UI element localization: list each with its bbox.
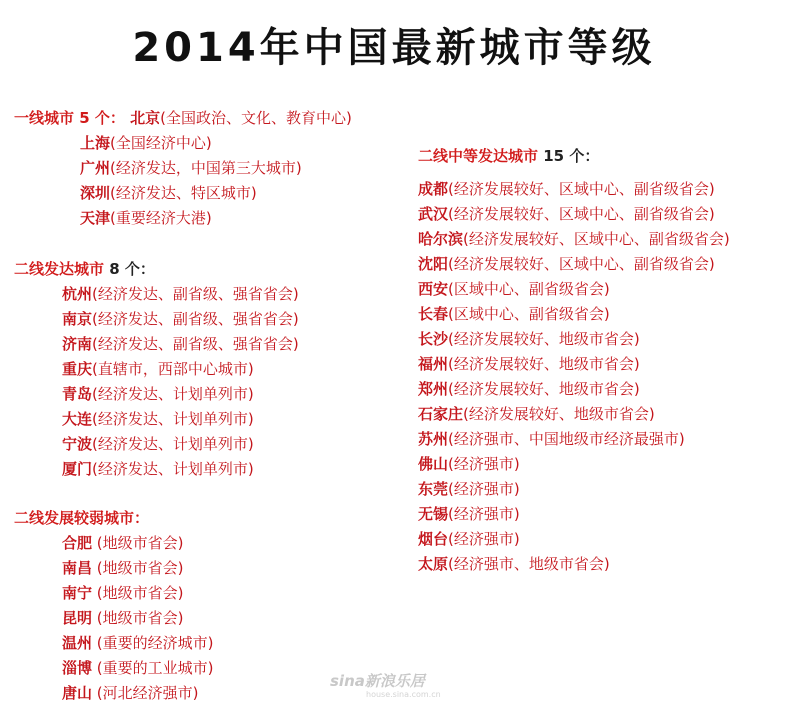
list-item — [14, 531, 404, 556]
city-name: 石家庄 — [418, 405, 464, 423]
city-note: (经济发展较好、区域中心、副省级省会) — [448, 180, 715, 198]
city-note: (重要的工业城市) — [92, 659, 214, 677]
city-note: (地级市省会) — [92, 609, 184, 627]
list-item — [418, 352, 778, 377]
list-item — [14, 282, 404, 307]
city-note: (经济发展较好、地级市省会) — [448, 355, 640, 373]
city-note: (经济发达、特区城市) — [110, 184, 257, 202]
city-name: 沈阳 — [418, 255, 449, 273]
city-note: (经济发展较好、地级市省会) — [448, 380, 640, 398]
city-note: (经济发展较好、地级市省会) — [448, 330, 640, 348]
city-note: (经济强市) — [448, 530, 520, 548]
list-item — [418, 177, 778, 202]
city-note: (直辖市，西部中心城市) — [92, 360, 254, 378]
city-name: 杭州 — [62, 285, 93, 303]
list-item — [14, 556, 404, 581]
city-note: (重要经济大港) — [110, 209, 212, 227]
city-note: (经济强市) — [448, 505, 520, 523]
city-name: 宁波 — [62, 435, 93, 453]
list-item — [418, 227, 778, 252]
city-name: 厦门 — [62, 460, 93, 478]
tier2-medium-heading — [418, 144, 778, 169]
left-column — [14, 106, 404, 706]
city-name: 淄博 — [62, 659, 93, 677]
city-name: 南京 — [62, 310, 93, 328]
tier2-developed-heading — [14, 257, 404, 282]
tier2-medium-count: 15 个： — [543, 147, 600, 165]
city-name: 东莞 — [418, 480, 449, 498]
list-item — [418, 377, 778, 402]
city-note: (经济发展较好、区域中心、副省级省会) — [448, 255, 715, 273]
city-name: 唐山 — [62, 684, 93, 702]
city-name: 青岛 — [62, 385, 93, 403]
list-item — [14, 407, 404, 432]
city-name: 无锡 — [418, 505, 449, 523]
city-note: (地级市省会) — [92, 584, 184, 602]
list-item — [14, 432, 404, 457]
city-name: 大连 — [62, 410, 93, 428]
city-name: 南昌 — [62, 559, 93, 577]
city-note: (经济强市、中国地级市经济最强市) — [448, 430, 685, 448]
list-item — [14, 457, 404, 482]
city-name: 温州 — [62, 634, 93, 652]
tier2-developed-group — [14, 257, 404, 482]
city-name: 长沙 — [418, 330, 449, 348]
list-item — [418, 202, 778, 227]
city-name: 成都 — [418, 180, 449, 198]
city-note: (经济发达、计划单列市) — [92, 410, 254, 428]
tier2-weak-heading: 二线发展较弱城市： — [14, 509, 150, 527]
list-item — [14, 181, 404, 206]
list-item — [14, 606, 404, 631]
city-note: (经济发展较好、区域中心、副省级省会) — [448, 205, 715, 223]
city-note: (区域中心、副省级省会) — [448, 280, 610, 298]
tier2-developed-count: 8 个： — [109, 260, 155, 278]
city-note: (经济发达、副省级、强省省会) — [92, 310, 299, 328]
tier1-heading-row — [14, 106, 404, 131]
city-note: (经济发达、副省级、强省省会) — [92, 335, 299, 353]
city-name: 合肥 — [62, 534, 93, 552]
city-name: 上海 — [80, 134, 111, 152]
city-name: 济南 — [62, 335, 93, 353]
list-item — [418, 252, 778, 277]
tier1-group — [14, 106, 404, 231]
city-note: (河北经济强市) — [92, 684, 199, 702]
city-note: (经济发展较好、地级市省会) — [463, 405, 655, 423]
list-item — [14, 156, 404, 181]
city-name: 苏州 — [418, 430, 449, 448]
city-note: (区域中心、副省级省会) — [448, 305, 610, 323]
list-item — [418, 452, 778, 477]
list-item — [418, 277, 778, 302]
tier2-medium-label: 二线中等发达城市 — [418, 147, 539, 165]
list-item — [418, 527, 778, 552]
list-item — [418, 477, 778, 502]
tier1-label: 一线城市 — [14, 109, 75, 127]
tier1-count: 5 个： — [79, 109, 125, 127]
list-item — [14, 332, 404, 357]
city-note: (经济发达，中国第三大城市) — [110, 159, 302, 177]
page-title: 2014年中国最新城市等级 — [132, 25, 656, 71]
city-name: 太原 — [418, 555, 449, 573]
city-name: 烟台 — [418, 530, 449, 548]
city-name: 深圳 — [80, 184, 111, 202]
city-name: 福州 — [418, 355, 449, 373]
list-item — [14, 382, 404, 407]
list-item — [418, 327, 778, 352]
list-item — [418, 552, 778, 577]
city-name: 郑州 — [418, 380, 449, 398]
watermark-url: house.sina.com.cn — [366, 690, 441, 699]
city-note: (经济发达、计划单列市) — [92, 385, 254, 403]
city-note: (地级市省会) — [92, 559, 184, 577]
spacer — [418, 169, 778, 177]
city-name: 广州 — [80, 159, 111, 177]
city-name: 武汉 — [418, 205, 449, 223]
city-name: 哈尔滨 — [418, 230, 464, 248]
city-name: 佛山 — [418, 455, 449, 473]
city-note: (经济发达、计划单列市) — [92, 460, 254, 478]
city-note: (全国政治、文化、教育中心) — [160, 109, 352, 127]
city-name: 重庆 — [62, 360, 93, 378]
city-name: 昆明 — [62, 609, 93, 627]
city-name: 北京 — [130, 109, 161, 127]
city-note: (重要的经济城市) — [92, 634, 214, 652]
list-item — [418, 502, 778, 527]
list-item — [14, 631, 404, 656]
city-note: (经济强市) — [448, 455, 520, 473]
city-name: 长春 — [418, 305, 449, 323]
city-note: (经济强市) — [448, 480, 520, 498]
list-item — [14, 131, 404, 156]
watermark-logo: sina新浪乐居 — [330, 672, 425, 690]
list-item — [418, 302, 778, 327]
list-item — [14, 206, 404, 231]
city-name: 西安 — [418, 280, 449, 298]
city-note: (地级市省会) — [92, 534, 184, 552]
tier2-developed-label: 二线发达城市 — [14, 260, 105, 278]
spacer — [14, 231, 404, 257]
city-note: (经济发达、计划单列市) — [92, 435, 254, 453]
list-item — [418, 427, 778, 452]
list-item — [14, 307, 404, 332]
list-item — [14, 581, 404, 606]
city-note: (全国经济中心) — [110, 134, 212, 152]
city-note: (经济发展较好、区域中心、副省级省会) — [463, 230, 730, 248]
list-item — [418, 402, 778, 427]
right-column — [418, 144, 778, 577]
spacer — [14, 482, 404, 506]
tier2-medium-group — [418, 144, 778, 577]
city-name: 南宁 — [62, 584, 93, 602]
list-item — [14, 357, 404, 382]
city-name: 天津 — [80, 209, 111, 227]
city-note: (经济发达、副省级、强省省会) — [92, 285, 299, 303]
city-note: (经济强市、地级市省会) — [448, 555, 610, 573]
